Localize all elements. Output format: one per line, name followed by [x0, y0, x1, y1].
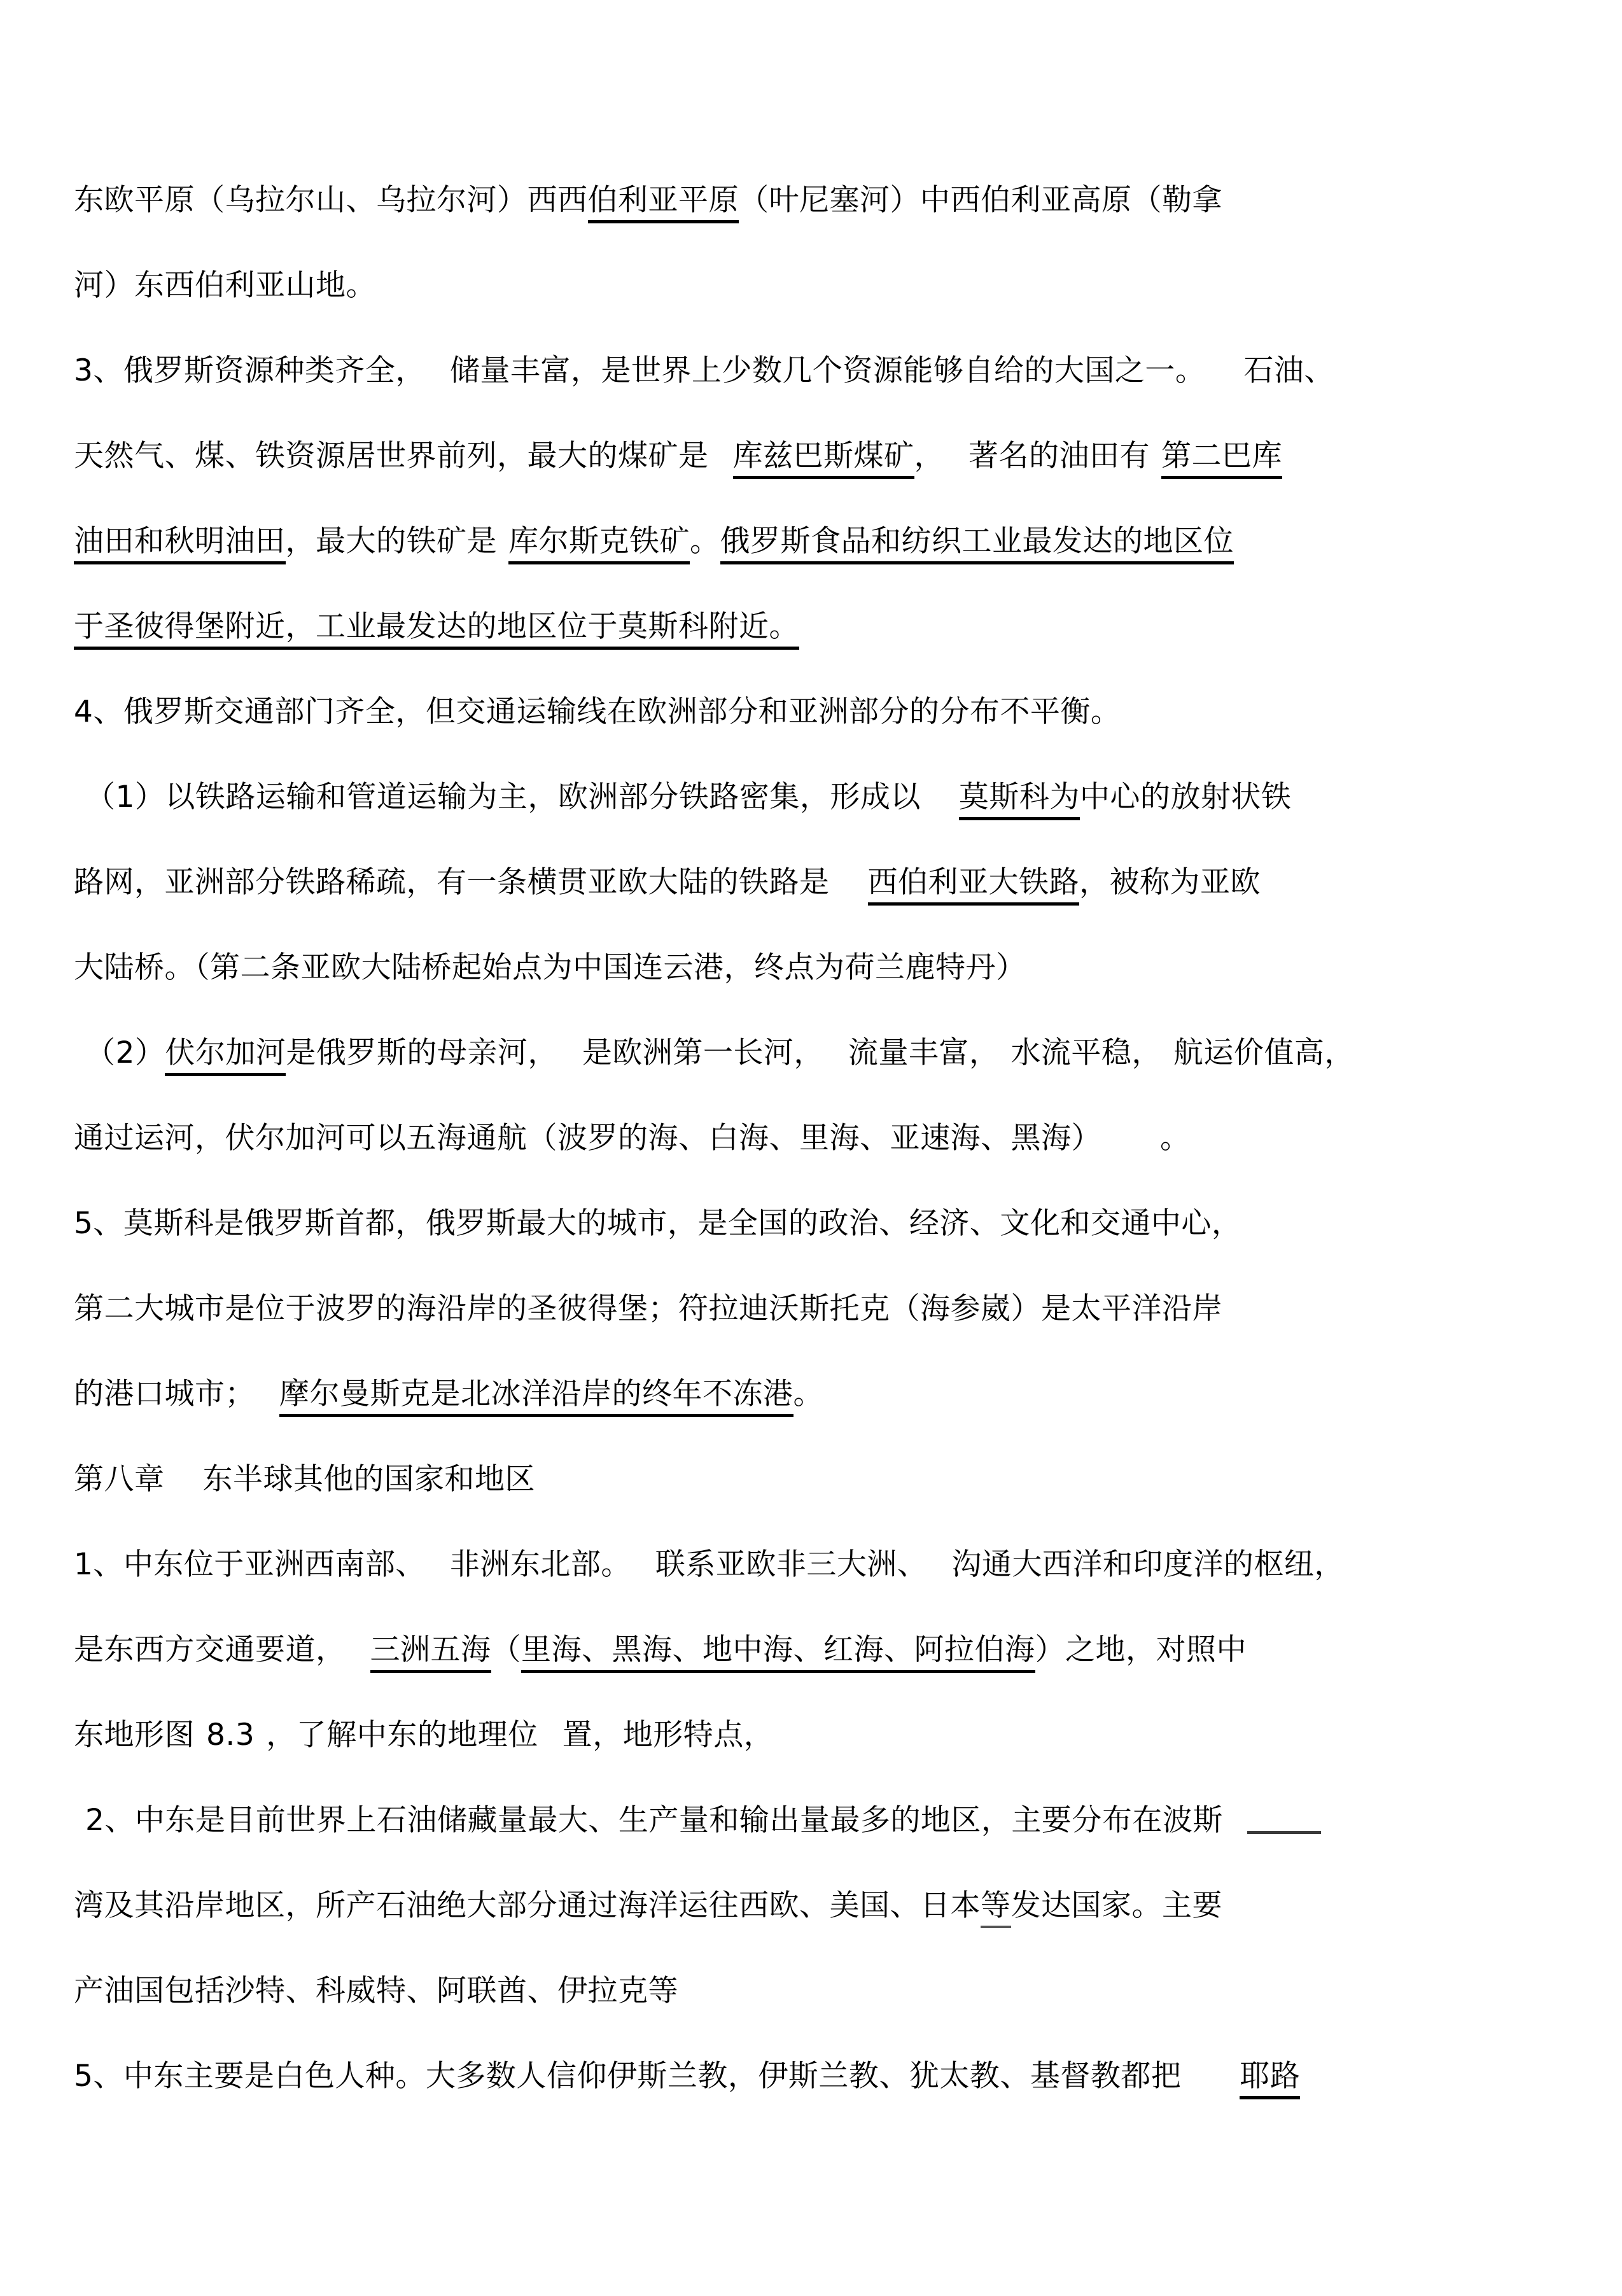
text-run: ）之地，对照中: [1035, 1632, 1247, 1667]
paragraph-1-middle-east-location: [74, 1522, 1556, 1778]
text-run: ，了解中东的地理位: [266, 1718, 538, 1753]
underlined-term-murmansk: 摩尔曼斯克是北冰洋沿岸的终年不冻港: [279, 1376, 794, 1417]
text-run: 储量丰富，是世界上少数几个资源能够自给的大国之一。: [449, 353, 1206, 388]
text-run: 通过运河，伏尔加河可以五海通航（波罗的海、白海、里海、亚速海、黑海）: [74, 1121, 1101, 1156]
underlined-term-industry-region: 俄罗斯食品和纺织工业最发达的地区位: [720, 524, 1234, 564]
text-run: （1）以铁路运输和管道运输为主，欧洲部分铁路密集，形成以: [85, 780, 921, 815]
text-run: 3、俄罗斯资源种类齐全，: [74, 353, 426, 388]
text-run: （叶尼塞河）中西伯利亚高原（勒拿: [739, 183, 1222, 218]
text-run: （2）: [85, 1035, 165, 1070]
text-run: 是欧洲第一长河，: [582, 1035, 824, 1070]
document-body: [74, 158, 1556, 2119]
text-run: 的港口城市；: [74, 1376, 255, 1411]
text-run: 东地形图: [74, 1718, 195, 1753]
text-run: 航运价值高，: [1173, 1035, 1355, 1070]
paragraph-5-moscow: [74, 1181, 1556, 1437]
blank-underline: [1247, 1831, 1321, 1834]
text-run: 产油国包括沙特、科威特、阿联酋、伊拉克等: [74, 1973, 678, 2008]
underlined-term-five-seas-list: 里海、黑海、地中海、红海、阿拉伯海: [521, 1632, 1035, 1673]
underlined-term-jerusalem: 耶路: [1240, 2059, 1300, 2099]
chapter-title: 东半球其他的国家和地区: [202, 1462, 535, 1497]
text-run: 石油、: [1243, 353, 1334, 388]
underlined-term-oilfields: 油田和秋明油田: [74, 524, 286, 564]
text-run: 2、中东是目前世界上石油储藏量最大、生产量和输出量最多的地区，主要分布在波斯: [85, 1803, 1223, 1838]
text-run: （: [491, 1632, 521, 1667]
text-run: 东欧平原（乌拉尔山、乌拉尔河）西西: [74, 183, 588, 218]
paragraph-4-transport: [74, 669, 1556, 755]
text-run: ，最大的铁矿是: [285, 524, 497, 559]
underlined-term-volga: 伏尔加河: [165, 1035, 286, 1076]
paragraph-4-1-rail: [74, 755, 1556, 1011]
paragraph-3-resources: [74, 328, 1556, 669]
text-run: 著名的油田有: [968, 438, 1150, 473]
underlined-term-kuzbass: 库兹巴斯煤矿: [733, 438, 914, 479]
text-run: 发达国家。主要: [1010, 1888, 1222, 1923]
underlined-term-deng: 等: [981, 1888, 1011, 1928]
paragraph-2-middle-east-oil: [74, 1778, 1556, 2034]
text-run: ，被称为亚欧: [1079, 865, 1261, 900]
text-run: 联系亚欧非三大洲、: [655, 1547, 928, 1582]
text-run: 。: [793, 1376, 823, 1411]
underlined-term-three-continents-five-seas: 三洲五海: [370, 1632, 491, 1673]
text-run: 1、中东位于亚洲西南部、: [74, 1547, 426, 1582]
underlined-term-second-baku: 第二巴库: [1161, 438, 1282, 479]
text-run: 第二大城市是位于波罗的海沿岸的圣彼得堡；符拉迪沃斯托克（海参崴）是太平洋沿岸: [74, 1291, 1222, 1326]
text-run: 大陆桥。（第二条亚欧大陆桥起始点为中国连云港，终点为荷兰鹿特丹）: [74, 950, 1026, 985]
text-run: 非洲东北部。: [449, 1547, 631, 1582]
underlined-term-petersburg: 于圣彼得堡附近，工业最发达的地区位于莫斯科附近。: [74, 609, 799, 650]
underlined-term-moscow-center: 莫斯科为: [959, 780, 1080, 820]
text-run: ，: [914, 438, 944, 473]
text-run: 流量丰富，: [848, 1035, 1000, 1070]
text-run: 。: [690, 524, 720, 559]
text-run: 是俄罗斯的母亲河，: [286, 1035, 558, 1070]
text-run: 中心的放射状铁: [1079, 780, 1292, 815]
chapter-8-heading: [74, 1437, 1556, 1522]
underlined-term: 伯利亚平原: [588, 183, 739, 223]
text-run: 天然气、煤、铁资源居世界前列，最大的煤矿是: [74, 438, 709, 473]
text-run: 4、俄罗斯交通部门齐全，但交通运输线在欧洲部分和亚洲部分的分布不平衡。: [74, 694, 1121, 729]
text-run: 沟通大西洋和印度洋的枢纽，: [951, 1547, 1345, 1582]
paragraph-plains: [74, 158, 1556, 328]
text-run: 5、莫斯科是俄罗斯首都，俄罗斯最大的城市，是全国的政治、经济、文化和交通中心，: [74, 1206, 1242, 1241]
text-run: 是东西方交通要道，: [74, 1632, 346, 1667]
underlined-term-siberian-railway: 西伯利亚大铁路: [868, 865, 1080, 906]
text-run: 置，地形特点，: [562, 1718, 774, 1753]
text-run: 湾及其沿岸地区，所产石油绝大部分通过海洋运往西欧、美国、日本: [74, 1888, 981, 1923]
text-run: 河）东西伯利亚山地。: [74, 268, 376, 303]
figure-number: 8.3: [206, 1718, 255, 1753]
text-run: 路网，亚洲部分铁路稀疏，有一条横贯亚欧大陆的铁路是: [74, 865, 830, 900]
text-run: 5、中东主要是白色人种。大多数人信仰伊斯兰教，伊斯兰教、犹太教、基督教都把: [74, 2059, 1182, 2094]
underlined-term-kursk: 库尔斯克铁矿: [508, 524, 690, 564]
text-run: 。: [1160, 1121, 1191, 1156]
chapter-number: 第八章: [74, 1462, 165, 1497]
paragraph-4-2-volga: [74, 1011, 1556, 1181]
paragraph-5-middle-east-religion: [74, 2034, 1556, 2119]
text-run: 水流平稳，: [1010, 1035, 1162, 1070]
